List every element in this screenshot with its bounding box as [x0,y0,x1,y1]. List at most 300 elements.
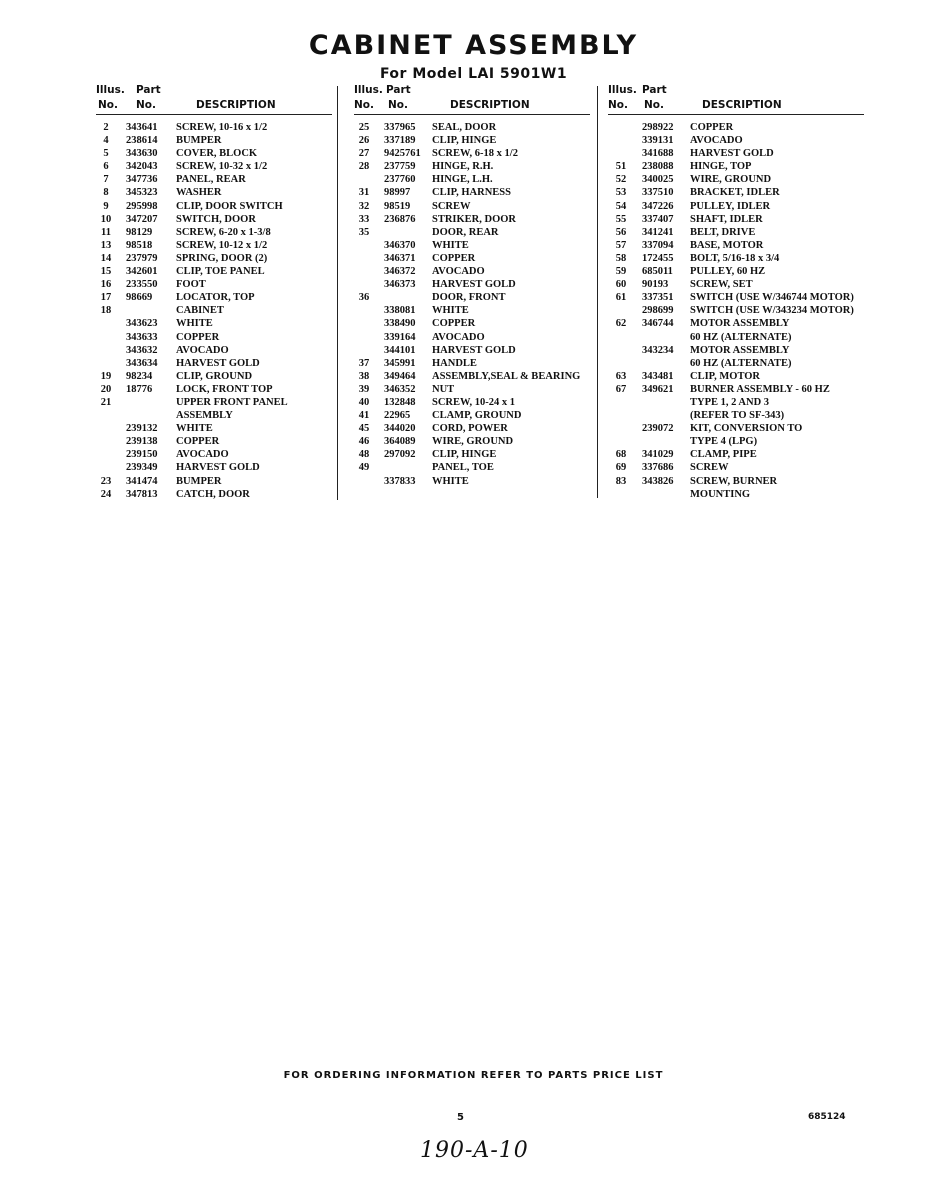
handwritten-reference: 190-A-10 [420,1138,529,1163]
part-no-header: No. [644,99,664,111]
illus-number: 57 [615,239,627,251]
part-description: CLIP, MOTOR [690,370,761,382]
parts-row [354,383,590,396]
part-description: SCREW, 10-16 x 1/2 [176,122,268,133]
part-description: HARVEST GOLD [176,357,260,369]
part-number: 343634 [126,357,158,369]
part-description: CLIP, HINGE [432,449,497,461]
part-description: TYPE 1, 2 AND 3 [690,396,770,408]
part-description: HINGE, TOP [690,161,752,173]
part-description: ASSEMBLY [176,410,233,422]
parts-row [96,331,332,344]
part-number: 346373 [384,279,416,291]
part-number: 344020 [384,423,416,435]
part-description: WHITE [176,318,213,330]
column-header [96,84,332,115]
part-description: CATCH, DOOR [176,488,250,500]
parts-row [354,422,590,435]
part-number: 341474 [126,475,158,487]
parts-row [608,147,864,160]
part-description: MOTOR ASSEMBLY [690,344,790,356]
parts-row [608,304,864,317]
part-description: SCREW, 6-18 x 1/2 [432,148,518,160]
illus-number: 33 [358,213,370,225]
parts-row [96,409,332,422]
parts-row [354,331,590,344]
part-description: BOLT, 5/16-18 x 3/4 [690,252,780,264]
part-description: 60 HZ (ALTERNATE) [690,357,792,369]
illus-number: 56 [615,226,627,238]
part-number: 298699 [642,305,674,317]
part-number: 238614 [126,135,158,147]
parts-row [608,409,864,422]
illus-number: 24 [100,488,112,500]
parts-row [354,396,590,409]
part-number: 337351 [642,292,674,304]
document-number: 685124 [808,1112,846,1122]
part-number: 239132 [126,423,158,435]
part-number: 337833 [384,475,416,487]
illus-number: 53 [615,187,627,199]
part-number: 98129 [126,226,153,238]
illus-number: 25 [358,122,370,133]
illus-number: 18 [100,305,112,317]
illus-number: 83 [615,475,627,487]
part-description: HARVEST GOLD [432,279,516,291]
illus-number: 5 [103,148,109,160]
part-number: 237759 [384,161,416,173]
illus-number: 68 [615,449,627,461]
part-number: 295998 [126,200,158,212]
part-no-header: No. [388,99,408,111]
parts-row [608,252,864,265]
part-number: 346352 [384,383,416,395]
illus-no-header: No. [354,99,374,111]
part-number: 338490 [384,318,416,330]
part-number: 337686 [642,462,674,474]
parts-row [354,317,590,330]
parts-row [608,461,864,474]
part-no-header: No. [136,99,156,111]
part-description: AVOCADO [690,135,743,147]
part-description: AVOCADO [176,344,229,356]
part-description: SCREW, BURNER [690,475,778,487]
part-description: MOTOR ASSEMBLY [690,318,790,330]
illus-number: 38 [358,370,370,382]
parts-row [354,226,590,239]
part-description: AVOCADO [432,266,485,278]
illus-number: 60 [615,279,627,291]
part-description: MOUNTING [690,488,751,500]
part-description: SCREW, 10-12 x 1/2 [176,239,268,251]
parts-row [354,186,590,199]
column-divider [337,86,338,500]
illus-number: 67 [615,383,627,395]
part-number: 337094 [642,239,674,251]
part-description: SCREW, SET [690,279,753,291]
part-description: WASHER [176,187,222,199]
parts-row [96,252,332,265]
part-number: 343632 [126,344,158,356]
part-number: 345991 [384,357,416,369]
parts-row [354,121,590,134]
part-description: CLIP, GROUND [176,370,253,382]
part-number: 98518 [126,239,153,251]
illus-number: 46 [358,436,370,448]
part-number: 346371 [384,252,416,264]
part-header: Part [136,84,161,96]
part-number: 349464 [384,370,416,382]
part-header: Part [642,84,667,96]
part-number: 341241 [642,226,674,238]
illus-number: 31 [358,187,370,199]
parts-row [96,435,332,448]
illus-number: 45 [358,423,370,435]
part-number: 172455 [642,252,674,264]
part-number: 342043 [126,161,158,173]
part-number: 343623 [126,318,158,330]
parts-row [96,265,332,278]
part-description: AVOCADO [176,449,229,461]
parts-list [608,115,864,501]
part-number: 347226 [642,200,674,212]
illus-number: 27 [358,148,370,160]
part-number: 98519 [384,200,411,212]
parts-row [354,304,590,317]
illus-number: 10 [100,213,112,225]
part-number: 337510 [642,187,674,199]
parts-row [354,134,590,147]
illus-header: Illus. [354,84,383,96]
illus-no-header: No. [608,99,628,111]
part-number: 344101 [384,344,416,356]
parts-column-2 [354,84,590,488]
illus-number: 14 [100,252,112,264]
parts-row [96,396,332,409]
part-number: 343630 [126,148,158,160]
part-number: 343633 [126,331,158,343]
illus-number: 23 [100,475,112,487]
part-description: AVOCADO [432,331,485,343]
parts-row [608,121,864,134]
page-title: CABINET ASSEMBLY [308,30,639,61]
illus-number: 35 [358,226,370,238]
parts-list [96,115,332,501]
part-number: 341688 [642,148,674,160]
part-number: 98997 [384,187,411,199]
part-number: 9425761 [384,148,421,160]
illus-number: 11 [101,226,111,238]
part-description: DOOR, REAR [432,226,499,238]
part-description: SEAL, DOOR [432,122,497,133]
part-number: 239138 [126,436,158,448]
illus-number: 69 [615,462,627,474]
parts-row [96,121,332,134]
part-description: COPPER [432,318,476,330]
illus-header: Illus. [96,84,125,96]
part-description: CLIP, DOOR SWITCH [176,200,283,212]
part-description: FOOT [176,279,206,291]
parts-row [608,383,864,396]
illus-number: 36 [358,292,370,304]
part-description: SWITCH, DOOR [176,213,256,225]
part-number: 341029 [642,449,674,461]
parts-row [96,317,332,330]
part-description: SCREW [432,200,471,212]
part-description: HARVEST GOLD [690,148,774,160]
part-description: HARVEST GOLD [176,462,260,474]
page-number: 5 [457,1112,464,1123]
parts-row [96,226,332,239]
illus-number: 55 [615,213,627,225]
illus-number: 28 [358,161,370,173]
parts-row [608,475,864,488]
parts-row [96,461,332,474]
part-description: HINGE, R.H. [432,161,494,173]
parts-row [608,226,864,239]
parts-row [354,475,590,488]
model-subtitle: For Model LAI 5901W1 [379,66,568,82]
part-number: 239072 [642,423,674,435]
parts-row [354,435,590,448]
parts-row [354,239,590,252]
part-description: (REFER TO SF-343) [690,410,785,422]
parts-row [608,200,864,213]
column-header [608,84,864,115]
illus-number: 26 [358,135,370,147]
parts-row [96,304,332,317]
illus-number: 6 [103,161,109,173]
illus-number: 58 [615,252,627,264]
parts-row [608,134,864,147]
illus-number: 20 [100,383,112,395]
illus-number: 54 [615,200,627,212]
part-description: PANEL, TOE [432,462,494,474]
illus-number: 52 [615,174,627,186]
parts-row [608,331,864,344]
illus-number: 7 [103,174,109,186]
parts-row [608,435,864,448]
parts-row [96,147,332,160]
parts-row [608,213,864,226]
illus-number: 2 [103,122,109,133]
illus-number: 59 [615,266,627,278]
part-number: 347207 [126,213,158,225]
illus-number: 62 [615,318,627,330]
part-description: PULLEY, IDLER [690,200,771,212]
parts-row [96,278,332,291]
illus-number: 48 [358,449,370,461]
part-description: CLIP, HINGE [432,135,497,147]
part-number: 237760 [384,174,416,186]
parts-row [608,186,864,199]
illus-number: 4 [103,135,109,147]
parts-row [354,173,590,186]
illus-number: 37 [358,357,370,369]
part-description: CLAMP, GROUND [432,410,522,422]
parts-row [96,475,332,488]
part-number: 18776 [126,383,153,395]
part-number: 239349 [126,462,158,474]
illus-number: 40 [358,396,370,408]
column-divider [597,86,598,498]
part-number: 338081 [384,305,416,317]
part-description: SWITCH (USE W/346744 MOTOR) [690,292,854,304]
parts-row [96,383,332,396]
illus-number: 19 [100,370,112,382]
part-number: 345323 [126,187,158,199]
parts-row [96,357,332,370]
part-description: WIRE, GROUND [432,436,514,448]
part-description: ASSEMBLY,SEAL & BEARING [432,370,581,382]
illus-no-header: No. [98,99,118,111]
part-description: WIRE, GROUND [690,174,772,186]
part-description: HANDLE [432,357,477,369]
part-description: BURNER ASSEMBLY - 60 HZ [690,383,830,395]
parts-row [354,357,590,370]
description-header: DESCRIPTION [450,99,530,111]
illus-number: 61 [615,292,627,304]
part-description: SCREW [690,462,729,474]
parts-row [608,357,864,370]
parts-row [96,448,332,461]
parts-row [608,448,864,461]
parts-row [608,422,864,435]
part-number: 22965 [384,410,411,422]
parts-row [354,461,590,474]
part-description: LOCK, FRONT TOP [176,383,273,395]
part-description: 60 HZ (ALTERNATE) [690,331,792,343]
ordering-note: FOR ORDERING INFORMATION REFER TO PARTS PRICE LIST [283,1070,664,1081]
part-description: CORD, POWER [432,423,508,435]
part-description: UPPER FRONT PANEL [176,396,288,408]
parts-row [608,317,864,330]
parts-column-3 [608,84,864,501]
parts-row [608,370,864,383]
illus-number: 32 [358,200,370,212]
part-number: 236876 [384,213,416,225]
parts-row [354,147,590,160]
illus-number: 15 [100,266,112,278]
part-number: 337189 [384,135,416,147]
parts-row [354,409,590,422]
parts-row [608,265,864,278]
illus-number: 17 [100,292,112,304]
parts-row [608,291,864,304]
parts-row [608,344,864,357]
parts-row [354,278,590,291]
part-description: SCREW, 6-20 x 1-3/8 [176,226,271,238]
part-description: HINGE, L.H. [432,174,493,186]
parts-column-1 [96,84,332,501]
part-number: 90193 [642,279,669,291]
description-header: DESCRIPTION [196,99,276,111]
part-description: PANEL, REAR [176,174,246,186]
part-number: 340025 [642,174,674,186]
parts-row [608,278,864,291]
part-number: 297092 [384,449,416,461]
parts-row [354,448,590,461]
part-description: STRIKER, DOOR [432,213,517,225]
part-description: COPPER [432,252,476,264]
illus-number: 51 [615,161,627,173]
part-number: 347736 [126,174,158,186]
part-description: DOOR, FRONT [432,292,506,304]
part-number: 364089 [384,436,416,448]
part-number: 346372 [384,266,416,278]
part-description: COPPER [176,436,220,448]
parts-row [608,173,864,186]
parts-row [96,213,332,226]
part-description: SPRING, DOOR (2) [176,252,268,264]
part-header: Part [386,84,411,96]
illus-number: 16 [100,279,112,291]
part-number: 98234 [126,370,153,382]
parts-row [96,370,332,383]
part-description: BUMPER [176,135,222,147]
part-description: WHITE [432,239,469,251]
part-description: CABINET [176,305,224,317]
part-description: BASE, MOTOR [690,239,764,251]
illus-number: 63 [615,370,627,382]
parts-row [608,396,864,409]
part-number: 237979 [126,252,158,264]
illus-header: Illus. [608,84,637,96]
illus-number: 8 [103,187,109,199]
parts-row [608,160,864,173]
part-description: NUT [432,383,455,395]
part-number: 98669 [126,292,153,304]
part-number: 233550 [126,279,158,291]
part-description: HARVEST GOLD [432,344,516,356]
parts-row [354,344,590,357]
part-description: LOCATOR, TOP [176,292,255,304]
parts-row [354,160,590,173]
illus-number: 13 [100,239,112,251]
illus-number: 39 [358,383,370,395]
part-number: 346744 [642,318,674,330]
part-description: SCREW, 10-32 x 1/2 [176,161,268,173]
part-description: SCREW, 10-24 x 1 [432,396,516,408]
column-header [354,84,590,115]
parts-row [96,239,332,252]
part-number: 346370 [384,239,416,251]
parts-row [354,265,590,278]
part-number: 339131 [642,135,674,147]
parts-row [608,239,864,252]
part-description: COPPER [690,122,734,133]
part-number: 238088 [642,161,674,173]
part-description: COVER, BLOCK [176,148,258,160]
part-number: 343826 [642,475,674,487]
part-description: COPPER [176,331,220,343]
part-description: TYPE 4 (LPG) [690,436,758,448]
part-number: 347813 [126,488,158,500]
part-number: 685011 [642,266,673,278]
part-description: CLAMP, PIPE [690,449,757,461]
part-description: SWITCH (USE W/343234 MOTOR) [690,305,854,317]
part-number: 337407 [642,213,674,225]
part-number: 342601 [126,266,158,278]
parts-list [354,115,590,488]
illus-number: 9 [103,200,109,212]
part-number: 339164 [384,331,416,343]
part-number: 239150 [126,449,158,461]
part-description: KIT, CONVERSION TO [690,423,803,435]
illus-number: 41 [358,410,370,422]
parts-row [354,213,590,226]
parts-row [96,134,332,147]
